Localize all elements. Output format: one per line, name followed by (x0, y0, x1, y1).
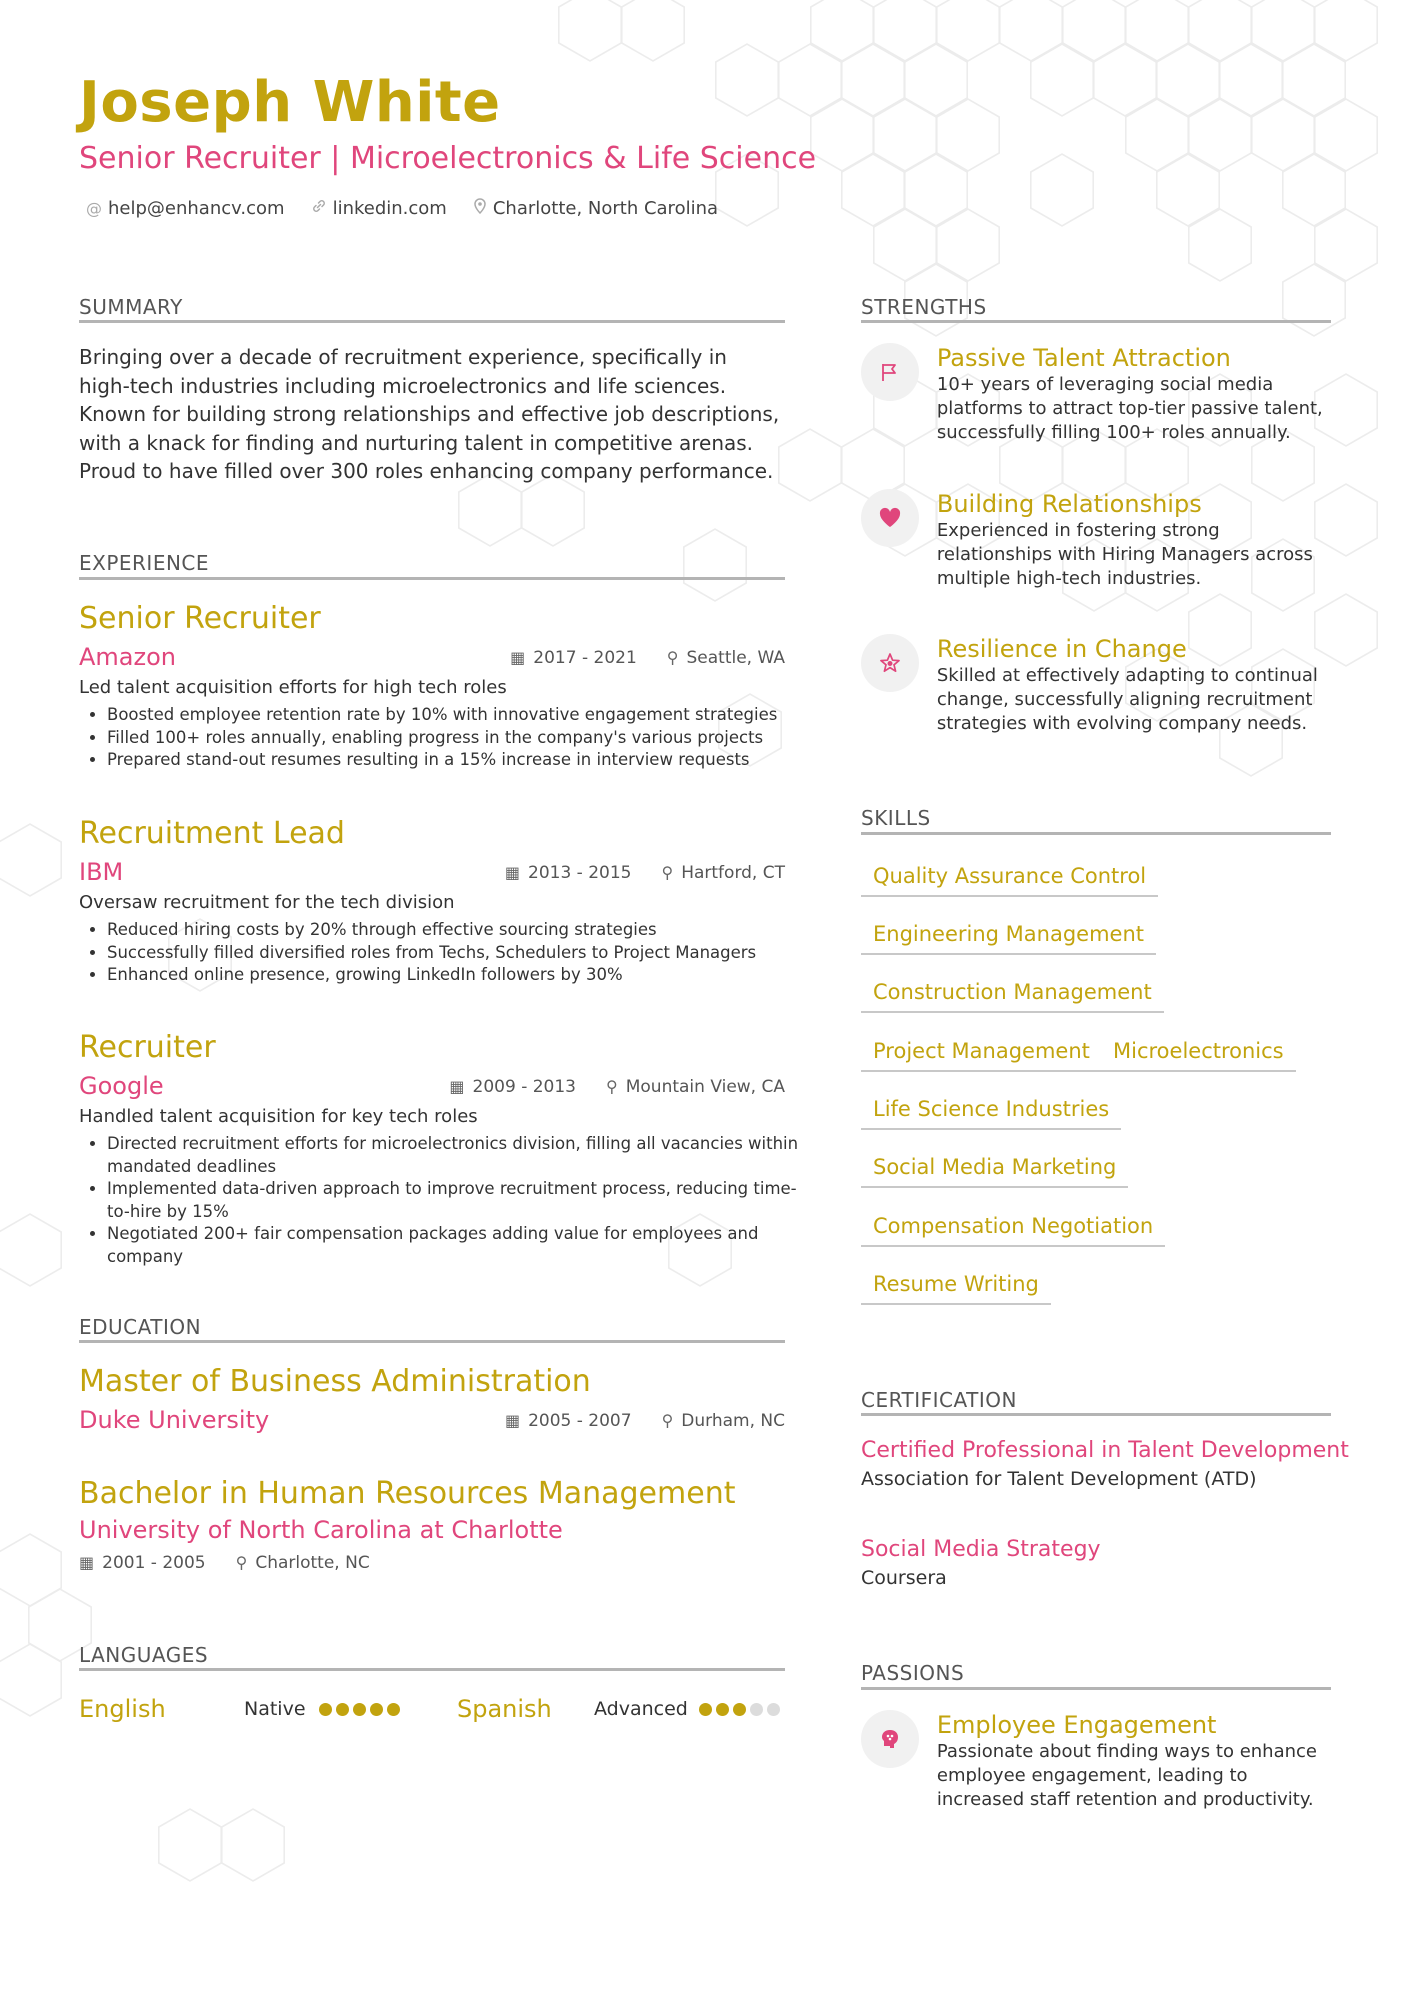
contact-email[interactable] (86, 197, 285, 221)
language-level: Native (244, 1698, 306, 1720)
skill-tag: Resume Writing (861, 1269, 1051, 1305)
education-entry (79, 1363, 785, 1437)
candidate-subtitle: Senior Recruiter | Microelectronics & Life Science (79, 141, 817, 176)
company-name: IBM (79, 858, 124, 886)
education-entry (79, 1475, 785, 1575)
skill-tag: Social Media Marketing (861, 1152, 1128, 1188)
job-entry (79, 1029, 799, 1268)
certification-title: Social Media Strategy (861, 1537, 1101, 1562)
experience-divider (79, 577, 785, 580)
certification-issuer: Coursera (861, 1567, 947, 1589)
passion-item (861, 1710, 1331, 1812)
passions-divider (861, 1687, 1331, 1690)
job-bullets (79, 919, 785, 987)
passions-heading: PASSIONS (861, 1661, 965, 1685)
strength-description: Experienced in fostering strong relationships with Hiring Managers across multiple high-tech industries. (936, 520, 1313, 589)
language-level: Advanced (594, 1698, 688, 1720)
map-pin-icon: ⚲ (606, 1077, 618, 1096)
experience-heading: EXPERIENCE (79, 551, 210, 575)
job-location: Hartford, CT (681, 863, 785, 883)
skills-divider (861, 832, 1331, 835)
brain-icon (861, 1710, 919, 1768)
job-title: Recruitment Lead (79, 816, 345, 851)
language-rating (319, 1703, 400, 1716)
job-description: Oversaw recruitment for the tech division (79, 892, 455, 913)
job-bullet: • Prepared stand-out resumes resulting in a 15% increase in interview requests (107, 749, 785, 772)
languages-heading: LANGUAGES (79, 1643, 209, 1667)
calendar-icon: ▦ (504, 1411, 521, 1430)
languages-divider (79, 1668, 785, 1671)
job-bullet: • Enhanced online presence, growing LinkedIn followers by 30% (107, 964, 785, 987)
education-location: Durham, NC (681, 1411, 785, 1431)
job-meta (510, 646, 785, 670)
map-pin-icon: ⚲ (661, 863, 674, 882)
strengths-divider (861, 320, 1331, 323)
certification-divider (861, 1413, 1331, 1416)
company-name: Amazon (79, 643, 176, 671)
heart-icon (861, 489, 919, 547)
rating-dot-filled (387, 1703, 400, 1716)
rating-dot-empty (750, 1703, 763, 1716)
strength-item (861, 343, 1331, 445)
school-name: Duke University (79, 1406, 270, 1434)
job-bullet: • Negotiated 200+ fair compensation packages adding value for employees and company (107, 1223, 807, 1268)
skill-tag: Compensation Negotiation (861, 1211, 1165, 1247)
skill-tag: Microelectronics (1101, 1036, 1296, 1072)
job-bullet: • Successfully filled diversified roles from Techs, Schedulers to Project Managers (107, 942, 785, 965)
education-meta (79, 1551, 785, 1575)
skill-tag: Project Management (861, 1036, 1102, 1072)
certification-title: Certified Professional in Talent Development (861, 1438, 1349, 1463)
education-meta (505, 1409, 785, 1433)
job-bullets (79, 704, 785, 772)
education-dates: 2005 - 2007 (528, 1411, 632, 1431)
job-bullets (79, 1133, 807, 1268)
contact-bar (86, 197, 718, 221)
calendar-icon: ▦ (504, 863, 520, 882)
job-bullet: • Directed recruitment efforts for microelectronics division, filling all vacancies within mandated deadlines (107, 1133, 807, 1178)
skill-tag: Engineering Management (861, 919, 1156, 955)
strength-title: Resilience in Change (936, 635, 1187, 663)
passion-title: Employee Engagement (936, 1711, 1217, 1739)
languages-row (79, 1691, 785, 1727)
strength-item (861, 489, 1331, 591)
calendar-icon: ▦ (510, 648, 526, 667)
map-pin-icon (473, 197, 487, 221)
rating-dot-filled (336, 1703, 349, 1716)
link-icon (311, 197, 327, 221)
job-entry (79, 815, 785, 987)
certification-item (861, 1535, 1101, 1591)
contact-linkedin[interactable] (311, 197, 447, 221)
school-name: University of North Carolina at Charlotte (79, 1516, 563, 1544)
language-rating (699, 1703, 780, 1716)
job-description: Handled talent acquisition for key tech roles (79, 1106, 478, 1127)
job-description: Led talent acquisition efforts for high tech roles (79, 677, 507, 698)
degree-title: Master of Business Administration (79, 1364, 591, 1399)
skill-tag: Construction Management (861, 977, 1164, 1013)
rating-dot-filled (716, 1703, 729, 1716)
contact-location (473, 197, 718, 221)
education-heading: EDUCATION (79, 1315, 202, 1339)
certification-item (861, 1436, 1349, 1492)
rating-dot-filled (733, 1703, 746, 1716)
map-pin-icon: ⚲ (235, 1553, 248, 1572)
certification-heading: CERTIFICATION (861, 1388, 1017, 1412)
skills-heading: SKILLS (861, 806, 931, 830)
job-entry (79, 600, 785, 772)
strength-item (861, 634, 1331, 736)
job-bullet: • Implemented data-driven approach to improve recruitment process, reducing time-to-hire by 15% (107, 1178, 807, 1223)
job-dates: 2009 - 2013 (472, 1077, 577, 1097)
language-name: Spanish (457, 1695, 552, 1723)
star-icon (861, 634, 919, 692)
passion-description: Passionate about finding ways to enhance employee engagement, leading to increased staff retention and productivity. (936, 1741, 1317, 1810)
rating-dot-filled (370, 1703, 383, 1716)
map-pin-icon: ⚲ (661, 1411, 674, 1430)
education-divider (79, 1340, 785, 1343)
job-location: Mountain View, CA (625, 1077, 785, 1097)
job-dates: 2017 - 2021 (533, 648, 637, 668)
skill-tag: Life Science Industries (861, 1094, 1121, 1130)
flag-icon (861, 343, 919, 401)
at-icon: @ (86, 199, 102, 218)
rating-dot-empty (767, 1703, 780, 1716)
rating-dot-filled (699, 1703, 712, 1716)
summary-text: Bringing over a decade of recruitment experience, specifically in high-tech industries including microelectronics and life sciences. Known for building strong relationships and effective job descriptions, with a knack for finding and nurturing talent in competitive arenas. Proud to have filled over 300 roles enhancing company performance. (79, 345, 780, 483)
email-text[interactable]: help@enhancv.com (108, 198, 285, 219)
language-name: English (79, 1695, 166, 1723)
job-bullet: • Reduced hiring costs by 20% through effective sourcing strategies (107, 919, 785, 942)
job-title: Recruiter (79, 1030, 216, 1065)
candidate-name: Joseph White (79, 70, 501, 135)
strength-description: 10+ years of leveraging social media platforms to attract top-tier passive talent, successfully filling 100+ roles annually. (936, 374, 1323, 443)
rating-dot-filled (319, 1703, 332, 1716)
map-pin-icon: ⚲ (666, 648, 679, 667)
job-meta (505, 861, 785, 885)
calendar-icon: ▦ (449, 1077, 465, 1096)
location-text: Charlotte, North Carolina (492, 198, 719, 219)
job-bullet: • Boosted employee retention rate by 10% with innovative engagement strategies (107, 704, 785, 727)
skill-tag: Quality Assurance Control (861, 861, 1158, 897)
education-location: Charlotte, NC (255, 1553, 370, 1573)
summary-heading: SUMMARY (79, 295, 183, 319)
company-name: Google (79, 1072, 164, 1100)
job-location: Seattle, WA (686, 648, 785, 668)
linkedin-text[interactable]: linkedin.com (332, 198, 447, 219)
strengths-heading: STRENGTHS (861, 295, 987, 319)
job-meta (449, 1075, 785, 1099)
rating-dot-filled (353, 1703, 366, 1716)
job-title: Senior Recruiter (79, 601, 321, 636)
job-bullet: • Filled 100+ roles annually, enabling progress in the company's various projects (107, 727, 785, 750)
education-dates: 2001 - 2005 (102, 1553, 206, 1573)
calendar-icon: ▦ (79, 1553, 95, 1572)
job-dates: 2013 - 2015 (528, 863, 632, 883)
strength-title: Building Relationships (936, 490, 1202, 518)
summary-divider (79, 320, 785, 323)
strength-description: Skilled at effectively adapting to continual change, successfully aligning recruitment strategies with evolving company needs. (936, 665, 1318, 734)
certification-issuer: Association for Talent Development (ATD) (861, 1468, 1257, 1490)
strength-title: Passive Talent Attraction (936, 344, 1231, 372)
degree-title: Bachelor in Human Resources Management (79, 1476, 736, 1511)
